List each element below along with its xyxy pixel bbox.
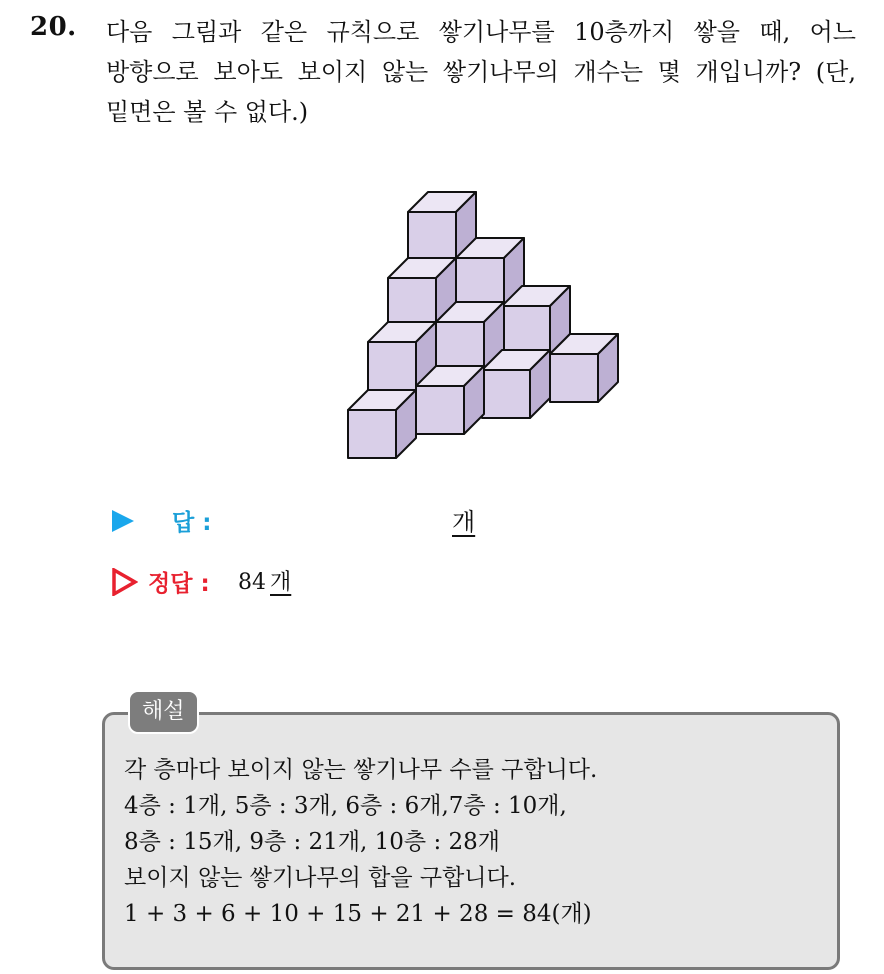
question-text xyxy=(106,12,856,132)
cube-front-face xyxy=(408,212,456,260)
correct-answer-unit: 개 xyxy=(270,570,292,595)
outline-triangle-icon xyxy=(112,568,138,596)
cube-front-face xyxy=(436,322,484,370)
cube-front-face xyxy=(550,354,598,402)
filled-triangle-icon xyxy=(112,510,134,532)
question-line-3: 밑면은 볼 수 없다.) xyxy=(106,98,309,126)
question-line-1: 다음 그림과 같은 규칙으로 쌓기나무를 10층까지 쌓을 때, 어느 xyxy=(106,18,856,46)
answer-row xyxy=(112,502,612,542)
answer-label: 답 : xyxy=(172,510,212,536)
cube-front-face xyxy=(348,410,396,458)
correct-answer-number: 84 xyxy=(238,570,266,595)
answer-unit: 개 xyxy=(452,508,476,536)
cube-front-face xyxy=(388,278,436,326)
cube-front-face xyxy=(456,258,504,306)
cube-10 xyxy=(348,390,416,458)
cube-front-face xyxy=(482,370,530,418)
cube-front-face xyxy=(416,386,464,434)
question-line-2: 방향으로 보아도 보이지 않는 쌓기나무의 개수는 몇 개입니까? (단, xyxy=(106,58,856,86)
solution-text xyxy=(124,752,824,932)
correct-answer-value xyxy=(238,565,291,596)
cube-7 xyxy=(550,334,618,402)
solution-line-2: 4층 : 1개, 5층 : 3개, 6층 : 6개,7층 : 10개, xyxy=(124,793,567,819)
stacked-cubes-figure xyxy=(330,180,630,470)
correct-answer-label: 정답 : xyxy=(148,571,210,597)
solution-line-4: 보이지 않는 쌓기나무의 합을 구합니다. xyxy=(124,865,517,891)
solution-line-3: 8층 : 15개, 9층 : 21개, 10층 : 28개 xyxy=(124,829,500,855)
solution-line-5: 1 + 3 + 6 + 10 + 15 + 21 + 28 = 84(개) xyxy=(124,901,592,927)
correct-answer-row xyxy=(112,563,612,603)
cube-front-face xyxy=(502,306,550,354)
cube-9 xyxy=(416,366,484,434)
question-number: 20. xyxy=(30,12,77,42)
cube-8 xyxy=(482,350,550,418)
solution-tab: 해설 xyxy=(128,690,199,734)
cube-front-face xyxy=(368,342,416,390)
solution-line-1: 각 층마다 보이지 않는 쌓기나무 수를 구합니다. xyxy=(124,757,598,783)
